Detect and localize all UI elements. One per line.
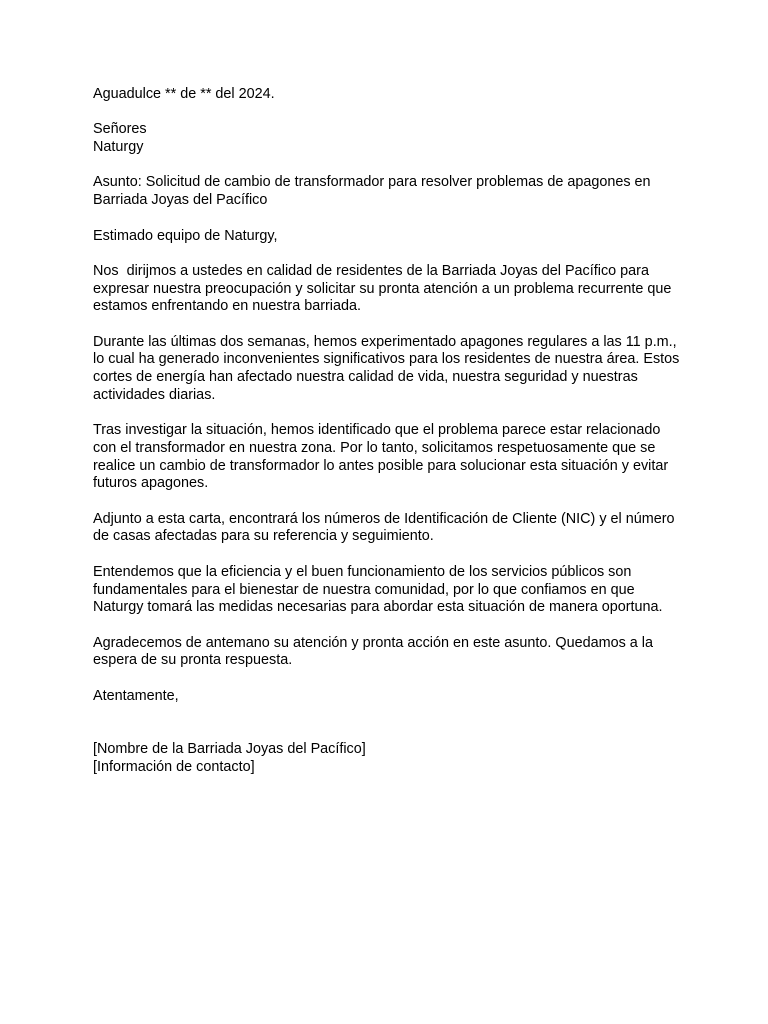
spacer xyxy=(93,405,683,423)
letter-body xyxy=(93,86,683,776)
signature-name: [Nombre de la Barriada Joyas del Pacífico] xyxy=(93,740,366,757)
subject-line: Asunto: Solicitud de cambio de transformador para resolver problemas de apagones en Barriada Joyas del Pacífico xyxy=(93,174,651,209)
spacer xyxy=(93,104,683,122)
closing: Atentamente, xyxy=(93,687,179,704)
spacer xyxy=(93,210,683,228)
body-paragraph-attachment: Adjunto a esta carta, encontrará los números de Identificación de Cliente (NIC) y el número de casas afectadas para su referencia y seguimiento. xyxy=(93,510,675,545)
spacer xyxy=(93,316,683,334)
spacer xyxy=(93,705,683,740)
body-paragraph-thanks: Agradecemos de antemano su atención y pronta acción en este asunto. Quedamos a la espera de su pronta respuesta. xyxy=(93,634,653,669)
body-paragraph-efficiency: Entendemos que la eficiencia y el buen funcionamiento de los servicios públicos son fundamentales para el bienestar de nuestra comunidad, por lo que confiamos en que Naturgy tomará las medidas necesarias para abordar esta situación de manera oportuna. xyxy=(93,563,663,616)
recipient-title: Señores xyxy=(93,121,147,138)
greeting: Estimado equipo de Naturgy, xyxy=(93,227,278,244)
recipient-company: Naturgy xyxy=(93,139,144,156)
signature-contact: [Información de contacto] xyxy=(93,758,255,775)
spacer xyxy=(93,493,683,511)
body-paragraph-transformer: Tras investigar la situación, hemos identificado que el problema parece estar relacionado con el transformador en nuestra zona. Por lo tanto, solicitamos respetuosamente que se realice un cambio de transformador lo antes posible para solucionar esta situación y evitar futuros apagones. xyxy=(93,422,669,492)
spacer xyxy=(93,670,683,688)
spacer xyxy=(93,245,683,263)
spacer xyxy=(93,546,683,564)
spacer xyxy=(93,617,683,635)
spacer xyxy=(93,157,683,175)
date-line: Aguadulce ** de ** del 2024. xyxy=(93,86,275,102)
body-paragraph-outages: Durante las últimas dos semanas, hemos experimentado apagones regulares a las 11 p.m., lo cual ha generado inconvenientes significativos para los residentes de nuestra área. Estos cortes de energía han afectado nuestra calidad de vida, nuestra seguridad y nuestras actividades diarias. xyxy=(93,333,680,403)
body-paragraph-intro: Nos dirijmos a ustedes en calidad de residentes de la Barriada Joyas del Pacífico para expresar nuestra preocupación y solicitar su pronta atención a un problema recurrente que estamos enfrentando en nuestra barriada. xyxy=(93,262,676,315)
